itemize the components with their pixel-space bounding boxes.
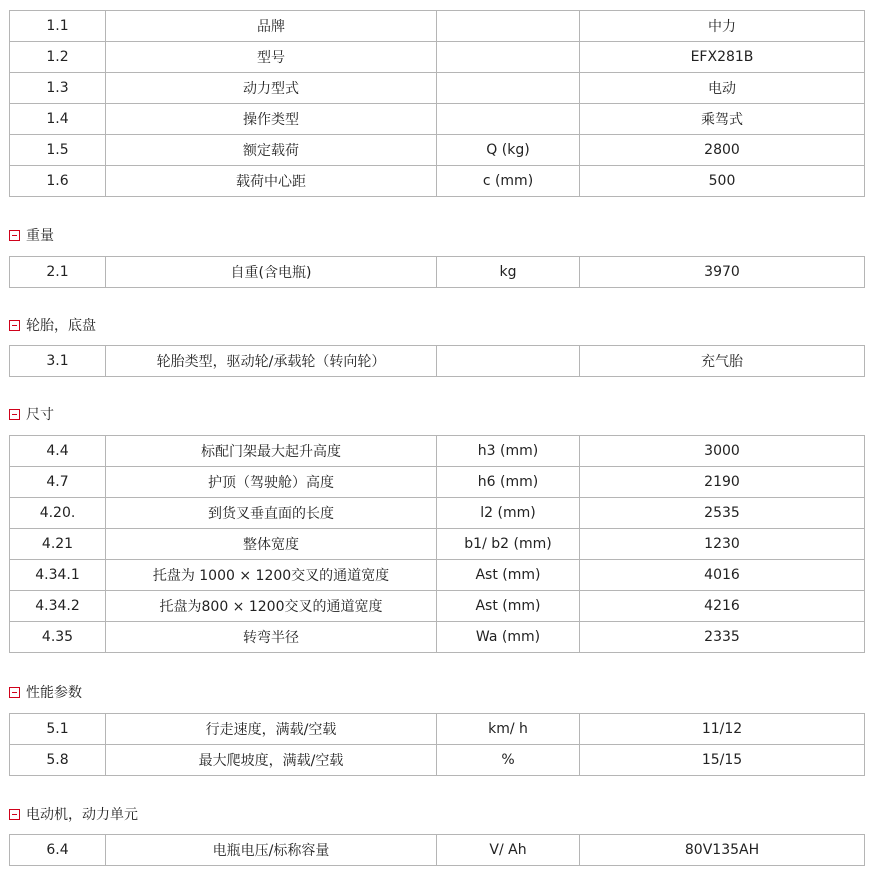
row-code: 1.6: [10, 166, 106, 197]
row-unit: kg: [437, 257, 580, 288]
row-value: EFX281B: [580, 42, 865, 73]
row-unit: Wa (mm): [437, 622, 580, 653]
row-label: 额定载荷: [106, 135, 437, 166]
row-code: 4.20.: [10, 498, 106, 529]
row-label: 到货叉垂直面的长度: [106, 498, 437, 529]
collapse-minus-icon[interactable]: [9, 320, 20, 331]
row-unit: Q (kg): [437, 135, 580, 166]
row-value: 15/15: [580, 745, 865, 776]
spec-table-dimensions: [9, 435, 865, 653]
row-code: 1.4: [10, 104, 106, 135]
table-row: [10, 104, 865, 135]
row-code: 6.4: [10, 835, 106, 866]
row-value: 4016: [580, 560, 865, 591]
row-code: 1.3: [10, 73, 106, 104]
row-value: 80V135AH: [580, 835, 865, 866]
section-title: 重量: [26, 228, 54, 244]
section-title: 电动机，动力单元: [26, 807, 138, 823]
row-unit: [437, 73, 580, 104]
row-code: 4.7: [10, 467, 106, 498]
table-row: [10, 73, 865, 104]
section-header-performance[interactable]: [9, 682, 82, 702]
row-unit: Ast (mm): [437, 560, 580, 591]
row-value: 2535: [580, 498, 865, 529]
row-label: 载荷中心距: [106, 166, 437, 197]
table-row: [10, 591, 865, 622]
spec-table: [9, 345, 865, 377]
row-value: 4216: [580, 591, 865, 622]
row-unit: [437, 11, 580, 42]
row-label: 标配门架最大起升高度: [106, 436, 437, 467]
collapse-minus-icon[interactable]: [9, 409, 20, 420]
row-unit: [437, 104, 580, 135]
row-value: 3970: [580, 257, 865, 288]
row-unit: %: [437, 745, 580, 776]
row-code: 3.1: [10, 346, 106, 377]
table-row: [10, 436, 865, 467]
table-row: [10, 11, 865, 42]
table-row: [10, 835, 865, 866]
row-value: 2800: [580, 135, 865, 166]
row-unit: [437, 42, 580, 73]
row-label: 护顶（驾驶舱）高度: [106, 467, 437, 498]
row-label: 电瓶电压/标称容量: [106, 835, 437, 866]
spec-table-motor: [9, 834, 865, 866]
row-value: 中力: [580, 11, 865, 42]
table-row: [10, 135, 865, 166]
row-label: 型号: [106, 42, 437, 73]
row-label: 行走速度，满载/空载: [106, 714, 437, 745]
row-label: 托盘为800 × 1200交叉的通道宽度: [106, 591, 437, 622]
row-value: 充气胎: [580, 346, 865, 377]
row-code: 4.21: [10, 529, 106, 560]
row-code: 4.34.2: [10, 591, 106, 622]
section-header-motor[interactable]: [9, 804, 138, 824]
spec-table: [9, 256, 865, 288]
table-row: [10, 42, 865, 73]
table-row: [10, 529, 865, 560]
row-code: 4.35: [10, 622, 106, 653]
spec-table-performance: [9, 713, 865, 776]
row-value: 2190: [580, 467, 865, 498]
table-row: [10, 467, 865, 498]
row-value: 3000: [580, 436, 865, 467]
row-unit: [437, 346, 580, 377]
row-code: 1.5: [10, 135, 106, 166]
row-label: 轮胎类型，驱动轮/承载轮（转向轮）: [106, 346, 437, 377]
row-label: 自重(含电瓶): [106, 257, 437, 288]
row-label: 整体宽度: [106, 529, 437, 560]
collapse-minus-icon[interactable]: [9, 230, 20, 241]
spec-table-general: [9, 10, 865, 197]
section-title: 轮胎，底盘: [26, 318, 96, 334]
row-unit: c (mm): [437, 166, 580, 197]
section-title: 性能参数: [26, 685, 82, 701]
row-unit: km/ h: [437, 714, 580, 745]
row-label: 最大爬坡度，满载/空载: [106, 745, 437, 776]
row-unit: h6 (mm): [437, 467, 580, 498]
row-value: 2335: [580, 622, 865, 653]
row-unit: Ast (mm): [437, 591, 580, 622]
row-code: 4.34.1: [10, 560, 106, 591]
row-code: 4.4: [10, 436, 106, 467]
row-code: 5.8: [10, 745, 106, 776]
spec-table: [9, 713, 865, 776]
spec-table-weight: [9, 256, 865, 288]
table-row: [10, 257, 865, 288]
spec-table: [9, 10, 865, 197]
table-row: [10, 560, 865, 591]
row-label: 品牌: [106, 11, 437, 42]
table-row: [10, 166, 865, 197]
section-header-dimensions[interactable]: [9, 404, 54, 424]
row-value: 1230: [580, 529, 865, 560]
row-unit: h3 (mm): [437, 436, 580, 467]
spec-table: [9, 435, 865, 653]
row-code: 2.1: [10, 257, 106, 288]
table-row: [10, 714, 865, 745]
row-code: 5.1: [10, 714, 106, 745]
row-value: 电动: [580, 73, 865, 104]
row-label: 转弯半径: [106, 622, 437, 653]
row-unit: b1/ b2 (mm): [437, 529, 580, 560]
spec-table-tyres: [9, 345, 865, 377]
table-row: [10, 745, 865, 776]
section-header-tyres[interactable]: [9, 315, 96, 335]
row-label: 托盘为 1000 × 1200交叉的通道宽度: [106, 560, 437, 591]
table-row: [10, 498, 865, 529]
collapse-minus-icon[interactable]: [9, 809, 20, 820]
row-code: 1.1: [10, 11, 106, 42]
row-label: 动力型式: [106, 73, 437, 104]
row-code: 1.2: [10, 42, 106, 73]
section-title: 尺寸: [26, 407, 54, 423]
table-row: [10, 346, 865, 377]
spec-table: [9, 834, 865, 866]
row-unit: l2 (mm): [437, 498, 580, 529]
collapse-minus-icon[interactable]: [9, 687, 20, 698]
row-unit: V/ Ah: [437, 835, 580, 866]
row-value: 11/12: [580, 714, 865, 745]
table-row: [10, 622, 865, 653]
section-header-weight[interactable]: [9, 225, 54, 245]
row-value: 500: [580, 166, 865, 197]
row-label: 操作类型: [106, 104, 437, 135]
row-value: 乘驾式: [580, 104, 865, 135]
